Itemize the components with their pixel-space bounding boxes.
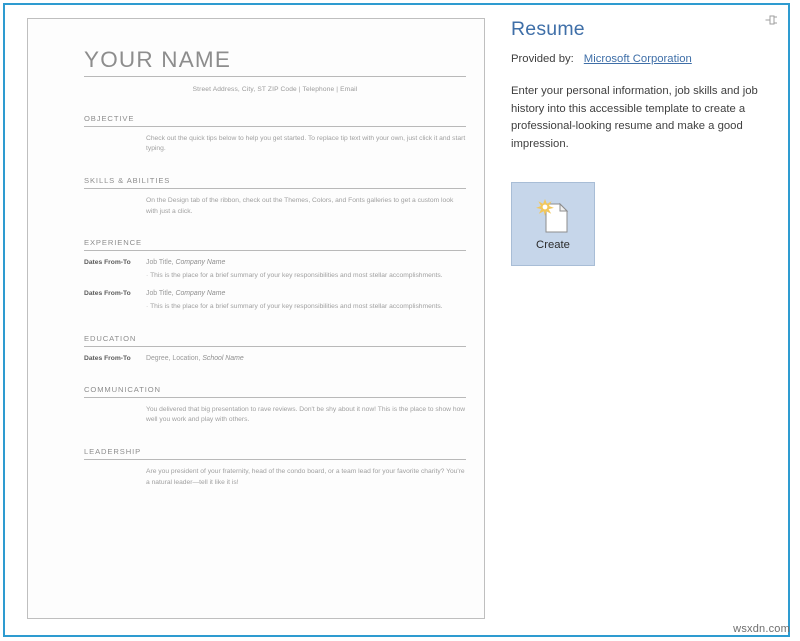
entry-title-row bbox=[146, 289, 466, 299]
experience-entry bbox=[84, 289, 466, 313]
entry-dates: Dates From-To bbox=[84, 258, 131, 266]
section-title: EDUCATION bbox=[84, 334, 137, 344]
bullet-marker-icon: · bbox=[146, 272, 151, 280]
education-entry bbox=[84, 354, 466, 364]
entry-title-row bbox=[146, 354, 466, 364]
bullet-marker-icon: · bbox=[146, 303, 151, 311]
template-info-pane bbox=[488, 5, 788, 635]
section-title: SKILLS & ABILITIES bbox=[84, 176, 171, 186]
entry-company: Company Name bbox=[175, 290, 226, 298]
resume-section-skills bbox=[84, 176, 466, 217]
template-description: Enter your personal information, job skills and job history into this accessible template to create a professional-looking resume and make a good impression. bbox=[511, 85, 758, 150]
section-title: COMMUNICATION bbox=[84, 385, 161, 395]
resume-name-heading: YOUR NAME bbox=[84, 47, 232, 72]
section-title: LEADERSHIP bbox=[84, 447, 142, 457]
section-body: Check out the quick tips below to help you get started. To replace tip text with your own, just click it and start typing. bbox=[146, 134, 466, 153]
name-divider bbox=[84, 76, 466, 77]
resume-section-communication bbox=[84, 385, 466, 426]
section-body: Are you president of your fraternity, head of the condo board, or a team lead for your favorite charity? You're a natural leader—tell it like it is! bbox=[146, 467, 465, 486]
section-body: On the Design tab of the ribbon, check out the Themes, Colors, and Fonts galleries to get a custom look with just a click. bbox=[146, 196, 454, 215]
entry-bullet bbox=[146, 271, 466, 282]
section-divider bbox=[84, 188, 466, 189]
provided-by-label: Provided by: bbox=[511, 53, 574, 65]
entry-role: Job Title, bbox=[146, 258, 174, 266]
section-divider bbox=[84, 459, 466, 460]
entry-bullet-text: This is the place for a brief summary of your key responsibilities and most stellar accomplishments. bbox=[150, 303, 443, 311]
entry-company: School Name bbox=[202, 354, 244, 362]
resume-section-leadership bbox=[84, 447, 466, 488]
provider-link[interactable]: Microsoft Corporation bbox=[583, 53, 692, 65]
entry-title-row bbox=[146, 258, 466, 268]
create-button-label: Create bbox=[536, 238, 570, 251]
entry-dates: Dates From-To bbox=[84, 354, 131, 362]
resume-document-page[interactable] bbox=[27, 18, 485, 619]
watermark: wsxdn.com bbox=[733, 623, 790, 635]
section-divider bbox=[84, 126, 466, 127]
entry-company: Company Name bbox=[175, 258, 226, 266]
template-preview-window bbox=[3, 3, 790, 637]
section-body: You delivered that big presentation to rave reviews. Don't be shy about it now! This is the place to show how well you work and play with others. bbox=[146, 405, 466, 424]
resume-contact-line: Street Address, City, ST ZIP Code | Telephone | Email bbox=[192, 86, 358, 93]
pushpin-icon[interactable] bbox=[765, 13, 779, 27]
page-title: Resume bbox=[511, 18, 585, 40]
entry-bullet bbox=[146, 302, 466, 313]
document-preview-pane bbox=[5, 5, 487, 635]
entry-dates: Dates From-To bbox=[84, 290, 131, 298]
entry-bullet-text: This is the place for a brief summary of your key responsibilities and most stellar accomplishments. bbox=[150, 272, 443, 280]
experience-entry bbox=[84, 258, 466, 282]
new-document-icon bbox=[536, 198, 570, 234]
resume-section-education bbox=[84, 334, 466, 364]
resume-section-experience bbox=[84, 238, 466, 313]
section-divider bbox=[84, 346, 466, 347]
section-divider bbox=[84, 250, 466, 251]
section-title: OBJECTIVE bbox=[84, 114, 135, 123]
section-divider bbox=[84, 397, 466, 398]
entry-role: Job Title, bbox=[146, 290, 174, 298]
provided-by-row bbox=[511, 53, 788, 65]
resume-section-objective bbox=[84, 114, 466, 155]
create-button[interactable] bbox=[511, 182, 595, 266]
section-title: EXPERIENCE bbox=[84, 238, 142, 248]
entry-role: Degree, Location, bbox=[146, 354, 201, 362]
